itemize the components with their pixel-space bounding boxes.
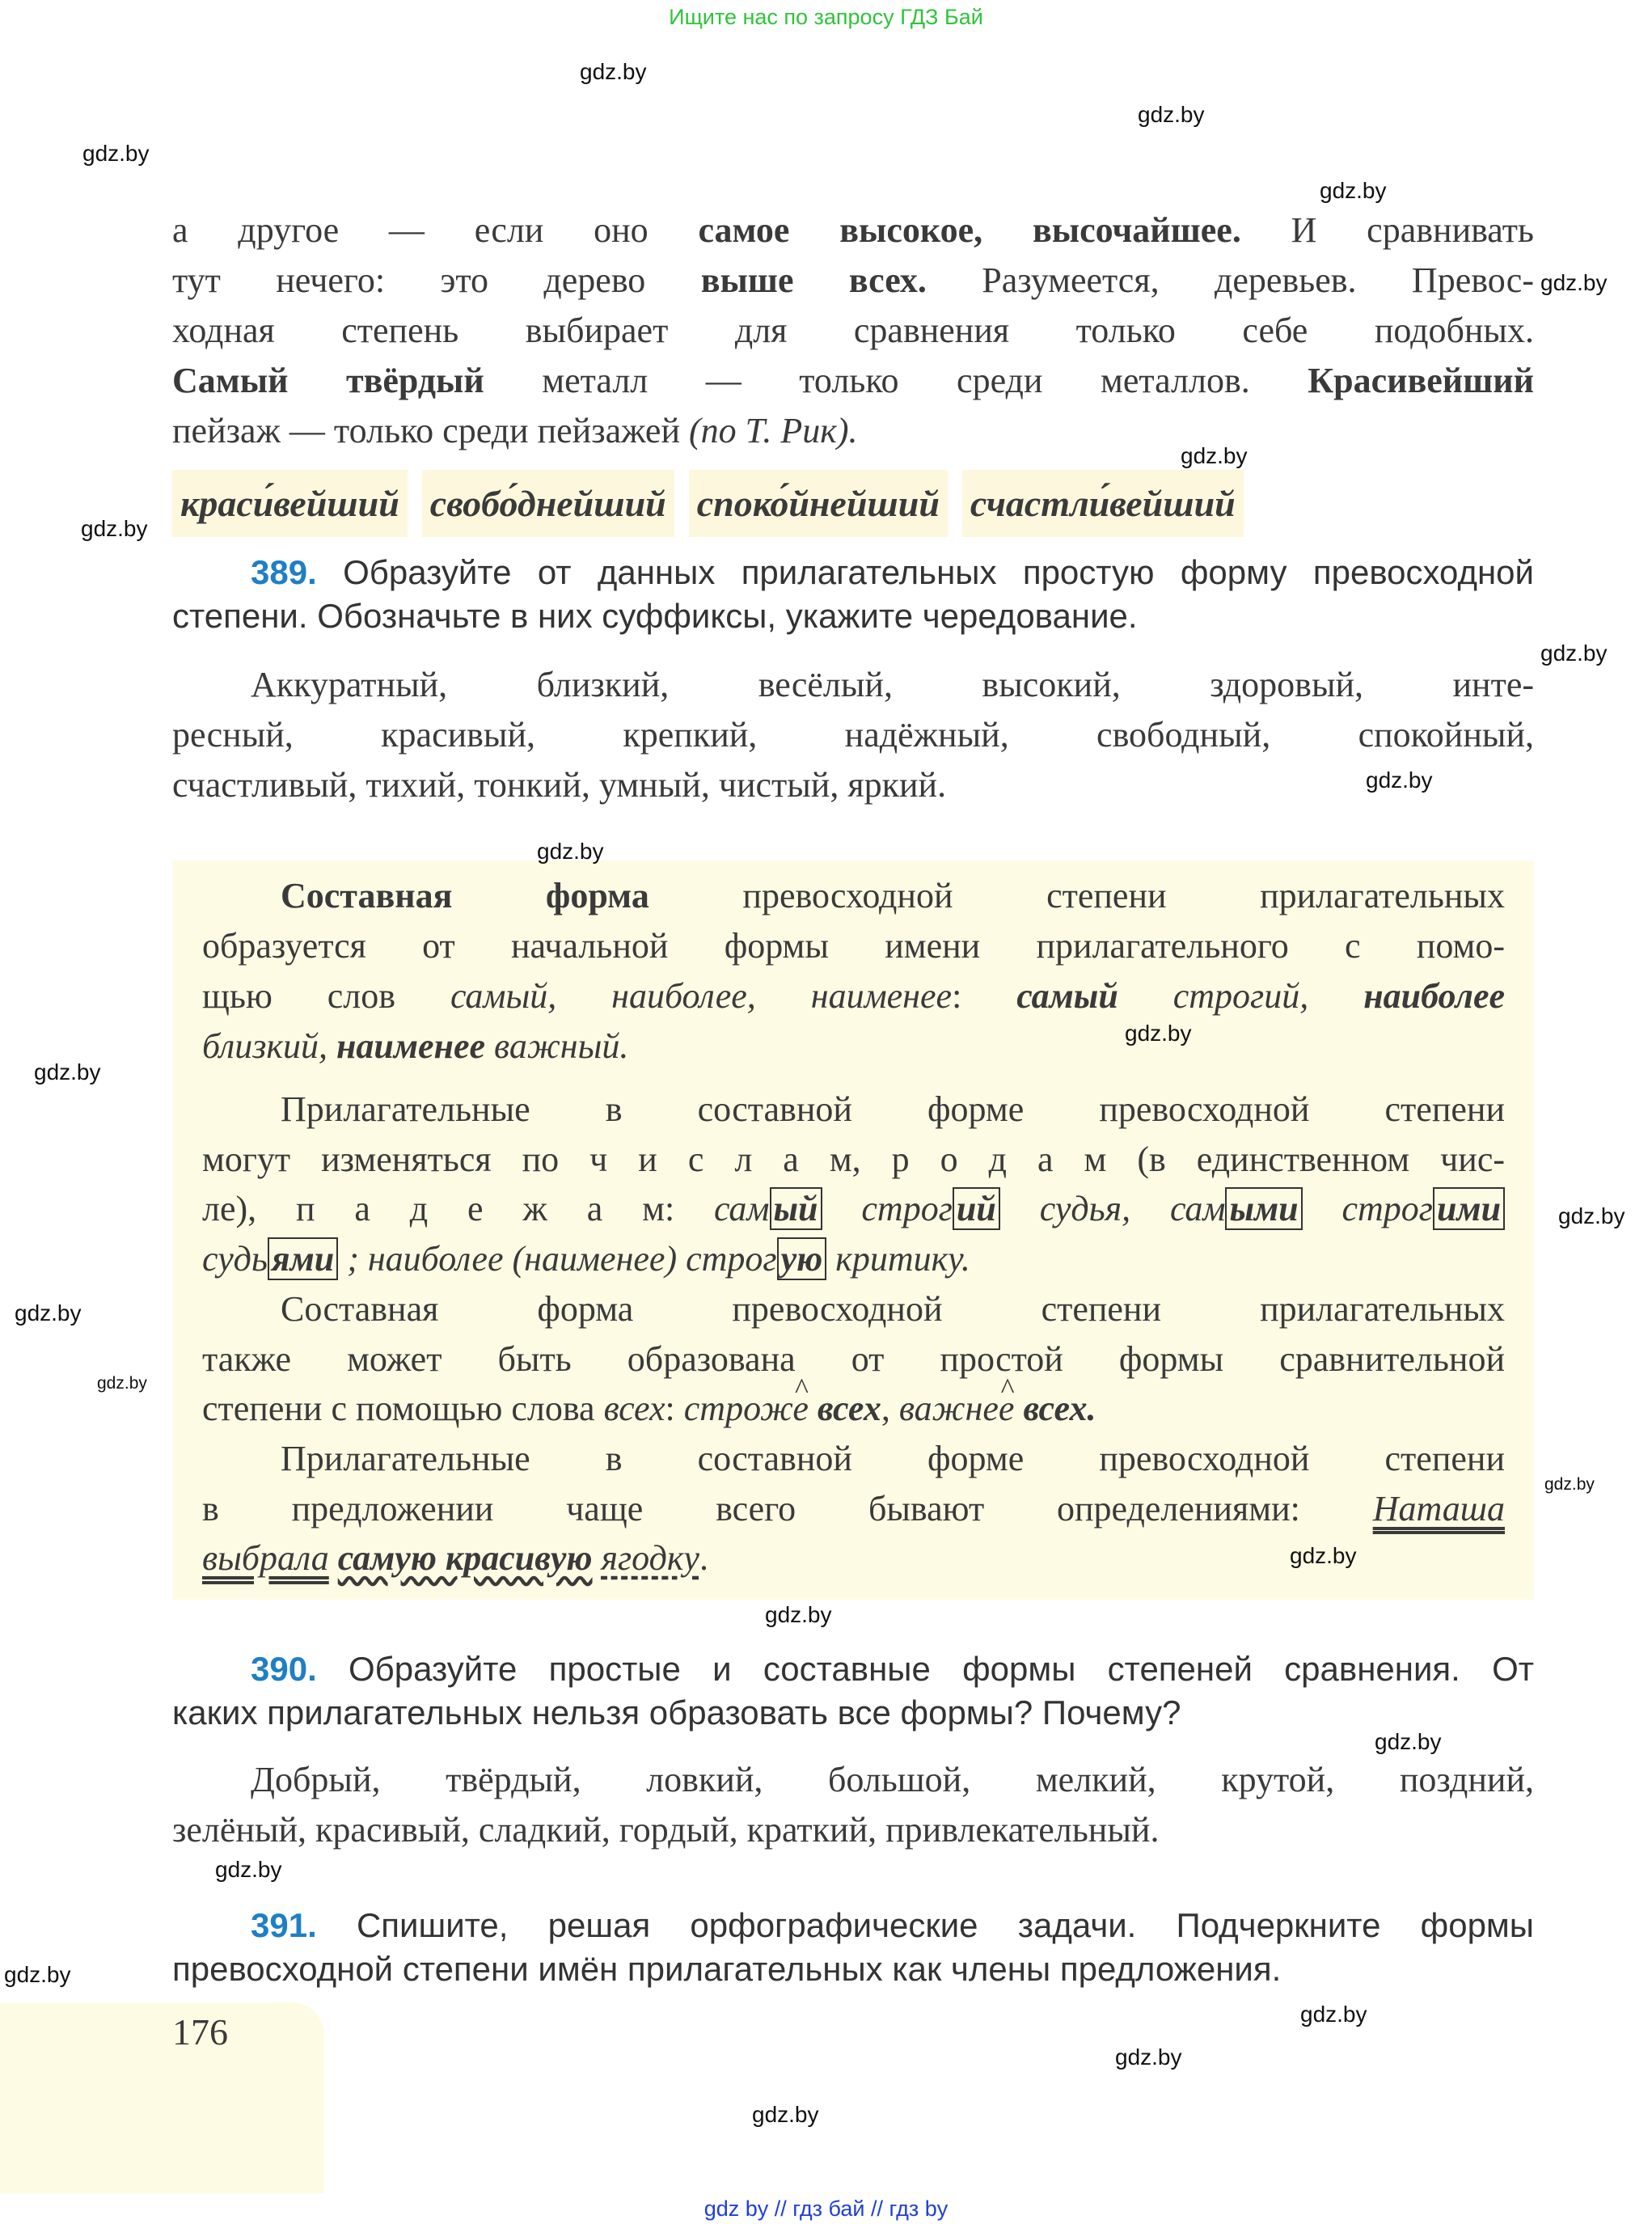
text-line [202,1434,1505,1484]
text-segment: всех [603,1389,665,1429]
watermark: gdz.by [537,839,604,864]
text-segment: Образуйте простые и составные формы степеней сравнения. От [316,1650,1534,1688]
text-segment: : [952,976,1017,1016]
text-segment: строг [1341,1189,1433,1229]
exercise-number: 390. [251,1650,317,1688]
text-line [172,256,1534,306]
text-segment: превосходной степени имён прилагательных как члены предложения. [172,1950,1282,1988]
text-line [172,1647,1534,1691]
watermark: gdz.by [82,141,150,166]
text-segment: важный. [494,1026,629,1066]
text-line [172,1805,1534,1855]
text-segment: судья, [1039,1189,1131,1229]
word-box: свобо́днейший [422,470,674,537]
text-segment: превосходной степени прилагательных [649,876,1505,915]
page-corner [0,2002,324,2193]
text-segment [1130,1189,1170,1228]
text-line [172,760,1534,810]
word-box: споко́йнейший [689,470,948,537]
text-line [172,1755,1534,1805]
suffix-frame: ий [953,1187,1000,1230]
watermark: gdz.by [97,1374,147,1393]
text-line [172,205,1534,256]
text-line [172,1904,1534,1947]
footer-links[interactable]: gdz by // гдз бай // гдз by [703,2197,949,2221]
paragraph [172,660,1534,810]
text-segment: Аккуратный, близкий, весёлый, высокий, здоровый, инте- [251,665,1534,704]
text-line [172,594,1534,638]
text-segment [822,1189,862,1228]
watermark: gdz.by [752,2102,819,2127]
text-segment [1303,1189,1342,1228]
text-segment: зелёный, красивый, сладкий, гордый, краткий, привлекательный. [172,1810,1160,1850]
text-segment: строг [861,1189,953,1229]
exercise-number: 389. [251,553,317,591]
text-segment: Прилагательные в составной форме превосходной степени [281,1438,1505,1478]
watermark: gdz.by [1181,443,1248,468]
watermark: gdz.by [215,1857,282,1882]
text-line [202,921,1505,971]
text-segment: степени. Обозначьте в них суффиксы, укажите чередование. [172,597,1138,635]
text-segment [485,1026,494,1066]
watermark: gdz.by [1544,1475,1595,1494]
exercise-391-task [172,1904,1534,1991]
word-box: счастли́вейший [962,470,1244,537]
page-number: 176 [172,2011,228,2053]
watermark: gdz.by [1540,641,1608,666]
suffix-frame: ими [1433,1187,1505,1230]
text-segment: могут изменяться по ч и с л а м, р о д а м (в единственном чис- [202,1139,1505,1179]
text-segment: степени с помощью слова [202,1389,604,1429]
text-line [202,1234,1505,1284]
text-segment: . [699,1538,708,1579]
word-box: краси́вейший [172,470,408,537]
text-segment: выбрала [202,1538,329,1579]
text-segment: Спишите, решая орфографические задачи. Подчеркните формы [316,1906,1534,1944]
text-segment: ресный, красивый, крепкий, надёжный, свободный, спокойный, [172,715,1534,755]
watermark: gdz.by [81,516,148,541]
text-line [172,660,1534,710]
text-segment [1308,976,1363,1016]
text-line [202,1384,1505,1434]
text-segment: самое высокое, высочайшее. [698,210,1241,250]
text-segment: ^ строже [684,1389,809,1428]
text-segment: строгий, [1172,976,1309,1016]
watermark: gdz.by [1366,767,1433,793]
text-line [202,971,1505,1021]
text-segment: ^ важнее [899,1389,1015,1428]
text-segment: Добрый, твёрдый, ловкий, большой, мелкий, крутой, поздний, [251,1760,1534,1799]
paragraph [172,1904,1534,1991]
watermark: gdz.by [1375,1729,1442,1754]
text-segment [327,1026,336,1066]
suffix-frame: ую [777,1237,827,1280]
text-line [202,1085,1505,1135]
paragraph [172,1755,1534,1855]
text-line [172,406,1534,456]
intro-paragraph [172,205,1534,456]
text-segment [593,1538,602,1578]
paragraph [172,205,1534,456]
text-segment: Наташа [1372,1488,1505,1528]
watermark: gdz.by [15,1300,82,1326]
text-line [202,1021,1505,1072]
exercise-390-task [172,1647,1534,1735]
watermark: gdz.by [580,59,647,84]
text-segment: Составная форма [281,876,649,915]
rule-paragraph-2 [202,1085,1505,1583]
text-segment: наиболее [1363,976,1506,1016]
text-segment: в предложении чаще всего бывают определениями: [202,1488,1373,1528]
word-boxes [172,470,1539,537]
text-segment: металл — только среди металлов. [484,361,1308,400]
text-line [202,1135,1505,1185]
text-segment [826,1239,835,1279]
watermark: gdz.by [1125,1021,1192,1046]
text-segment: Образуйте от данных прилагательных простую форму превосходной [316,553,1534,591]
watermark: gdz.by [1558,1203,1625,1228]
text-segment: И сравнивать [1240,210,1534,250]
text-segment: также может быть образована от простой формы сравнительной [202,1338,1505,1379]
text-segment: выше всех. [700,260,927,300]
text-line [202,871,1505,921]
paragraph [202,871,1505,1072]
text-segment: (по Т. Рик). [689,411,858,450]
rule-paragraph-1 [202,871,1505,1072]
watermark: gdz.by [1540,270,1608,295]
text-segment: самый [1016,976,1118,1016]
text-line [172,356,1534,406]
watermark: gdz.by [1290,1543,1357,1568]
paragraph [202,1085,1505,1284]
text-segment: Разумеется, деревьев. Превос- [926,260,1534,300]
text-segment: всех [817,1389,881,1429]
text-segment: образуется от начальной формы имени прилагательного с помо- [202,926,1505,966]
text-line [172,551,1534,594]
text-segment: ле), п а д е ж а м: [202,1189,715,1229]
suffix-frame: ыми [1225,1187,1302,1230]
text-line [172,1691,1534,1735]
text-segment: близкий, [202,1026,327,1066]
paragraph [202,1284,1505,1434]
text-line [202,1184,1505,1234]
text-segment: ходная степень выбирает для сравнения только себе подобных. [172,311,1534,350]
text-segment: наименее [336,1026,486,1066]
text-segment [1014,1389,1023,1428]
exercise-number: 391. [251,1906,317,1944]
text-segment: Составная форма превосходной степени прилагательных [281,1288,1505,1329]
text-segment: самый, наиболее, наименее [450,976,953,1016]
paragraph [172,551,1534,638]
text-segment: пейзаж — только среди пейзажей [172,411,690,450]
text-line [172,710,1534,760]
text-segment: счастливый, тихий, тонкий, умный, чистый, яркий. [172,765,947,805]
text-segment: ягодку [601,1538,699,1579]
watermark: gdz.by [1320,178,1387,203]
paragraph [172,1647,1534,1735]
text-segment: : [665,1389,684,1429]
text-segment: самую красивую [337,1538,593,1579]
text-line [202,1484,1505,1534]
text-line [202,1334,1505,1385]
watermark: gdz.by [4,1962,71,1987]
watermark: gdz.by [765,1602,832,1627]
text-segment [1118,976,1173,1016]
text-line [202,1284,1505,1334]
watermark: gdz.by [1300,2002,1367,2027]
text-segment: всех. [1023,1389,1096,1429]
text-segment [329,1538,338,1578]
text-segment: каких прилагательных нельзя образовать все формы? Почему? [172,1693,1181,1731]
text-segment: , [881,1389,899,1429]
search-hint-link[interactable]: Ищите нас по запросу ГДЗ Бай [669,5,983,29]
text-segment: ; наиболее (наименее) строг [338,1239,777,1279]
text-line [172,1947,1534,1991]
exercise-389-words [172,660,1534,810]
suffix-frame: ями [268,1237,338,1280]
watermark: gdz.by [1138,102,1205,127]
watermark: gdz.by [34,1059,101,1085]
text-segment: тут нечего: это дерево [172,260,701,300]
text-segment: критику. [835,1239,970,1279]
text-segment [809,1389,818,1428]
text-segment: а другое — если оно [172,210,699,250]
text-segment [1000,1189,1040,1228]
text-segment: сам [1169,1189,1226,1229]
text-segment: судь [202,1239,268,1279]
text-segment: Прилагательные в составной форме превосходной степени [281,1089,1505,1129]
exercise-390-words [172,1755,1534,1855]
exercise-389-task [172,551,1534,638]
text-segment: Самый твёрдый [172,361,484,400]
watermark: gdz.by [1115,2044,1182,2070]
text-segment: Красивейший [1308,361,1534,400]
text-segment: сам [714,1189,770,1229]
text-line [172,306,1534,356]
suffix-frame: ый [770,1187,822,1230]
text-segment: щью слов [202,976,450,1016]
